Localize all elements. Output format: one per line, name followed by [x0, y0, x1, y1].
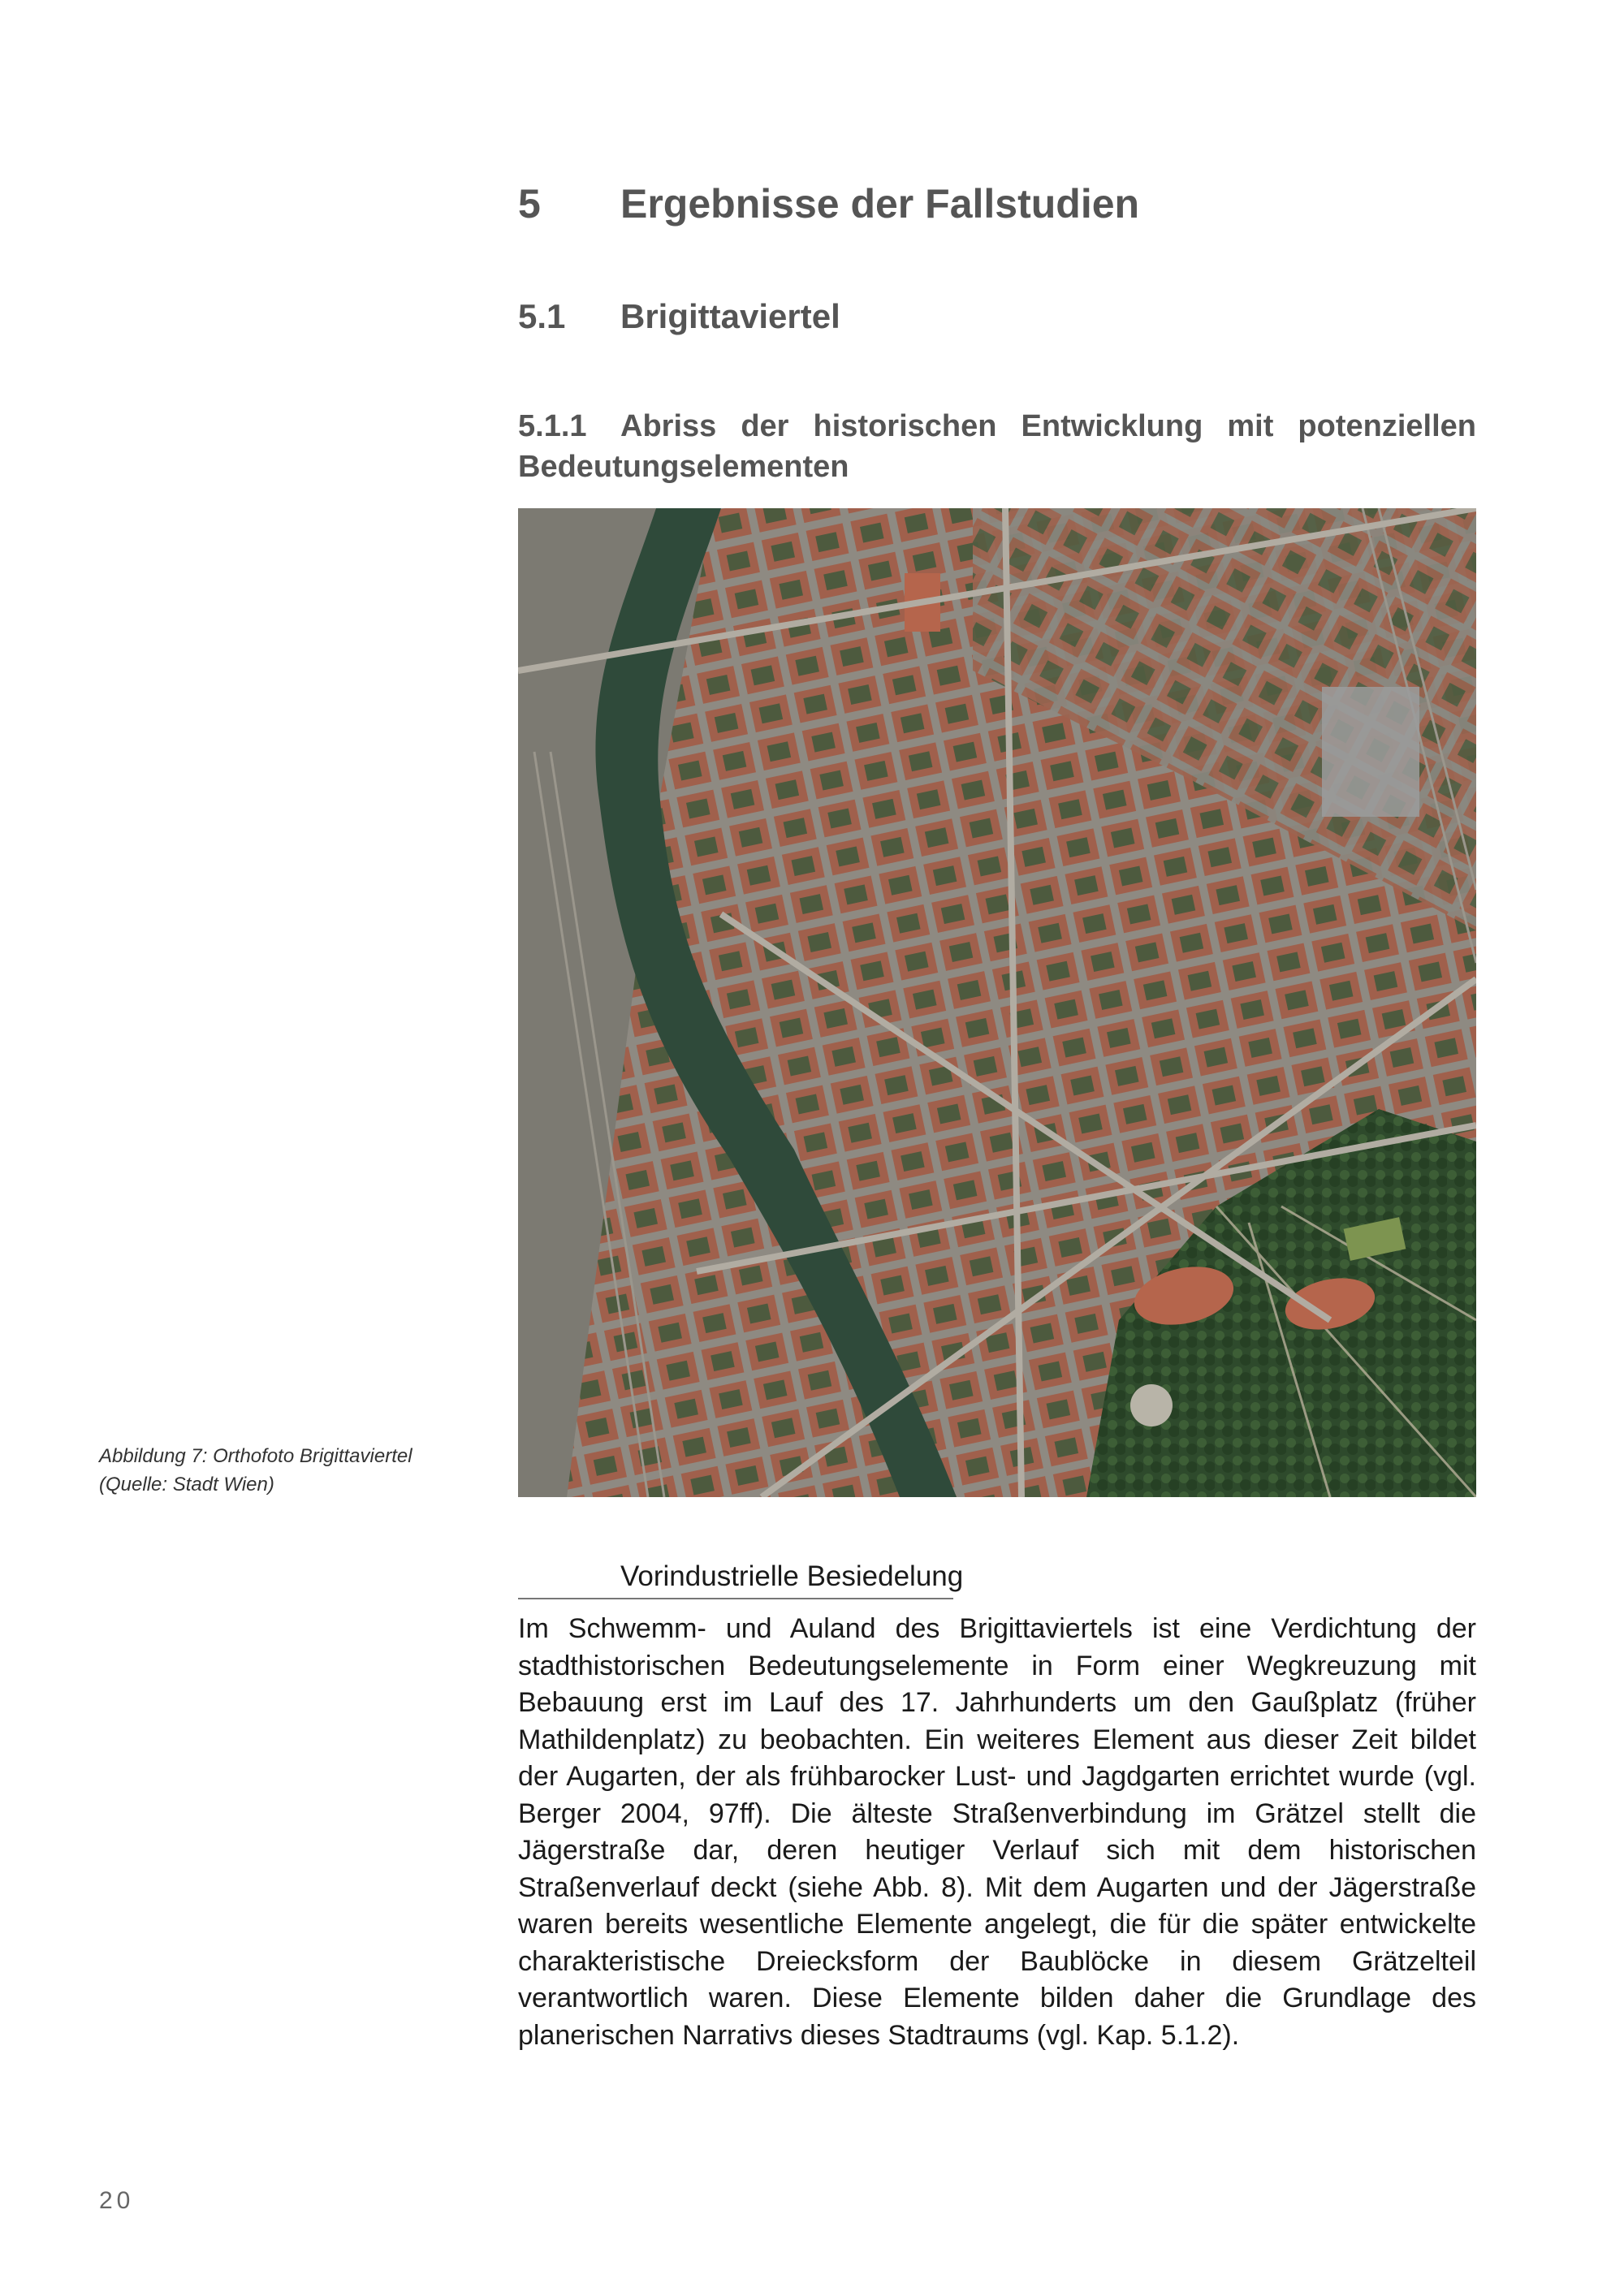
flak-tower: [1130, 1384, 1173, 1426]
subsection-number: 5.1.1: [518, 409, 587, 443]
body-paragraph: Im Schwemm- und Auland des Brigittaviertels ist eine Verdichtung der stadthistorischen Bedeutungselemente in Form einer Wegkreuzung mit Bebauung erst im Lauf des 17. Jahrhunderts um den Gaußplatz (früher Mathildenplatz) zu beobachten. Ein weiteres Element aus dieser Zeit bildet der Augarten, der als frühbarocker Lust- und Jagdgarten errichtet wurde (vgl. Berger 2004, 97ff). Die älteste Straßenverbindung im Grätzel stellt die Jägerstraße dar, deren heutiger Verlauf sich mit dem historischen Straßenverlauf deckt (siehe Abb. 8). Mit dem Augarten und der Jägerstraße waren bereits wesentliche Elemente angelegt, die für die später entwickelte charakteristische Dreiecksform der Baublöcke in diesem Grätzelteil verantwortlich waren. Diese Elemente bilden daher die Grundlage des planerischen Narrativs dieses Stadtraums (vgl. Kap. 5.1.2).: [518, 1613, 1476, 2051]
subheading-text: Vorindustrielle Besiedelung: [620, 1560, 964, 1592]
chapter-number: 5: [518, 181, 541, 227]
subheading: [518, 1557, 964, 1599]
section-title: Brigittaviertel: [620, 297, 840, 335]
subsection-heading: [518, 406, 1476, 487]
section-heading: [518, 297, 840, 336]
caption-source: (Quelle: Stadt Wien): [99, 1474, 274, 1495]
figure-caption: [99, 1442, 464, 1499]
caption-title: Abbildung 7: Orthofoto Brigittaviertel: [99, 1445, 412, 1467]
page-number: 20: [99, 2187, 135, 2214]
chapter-title: Ergebnisse der Fallstudien: [620, 181, 1140, 227]
orthophoto-figure: [518, 508, 1476, 1497]
subsection-title: Abriss der historischen Entwicklung mit potenziellen Bedeutungselementen: [518, 409, 1476, 484]
section-number: 5.1: [518, 297, 566, 335]
chapter-heading: [518, 180, 1139, 227]
